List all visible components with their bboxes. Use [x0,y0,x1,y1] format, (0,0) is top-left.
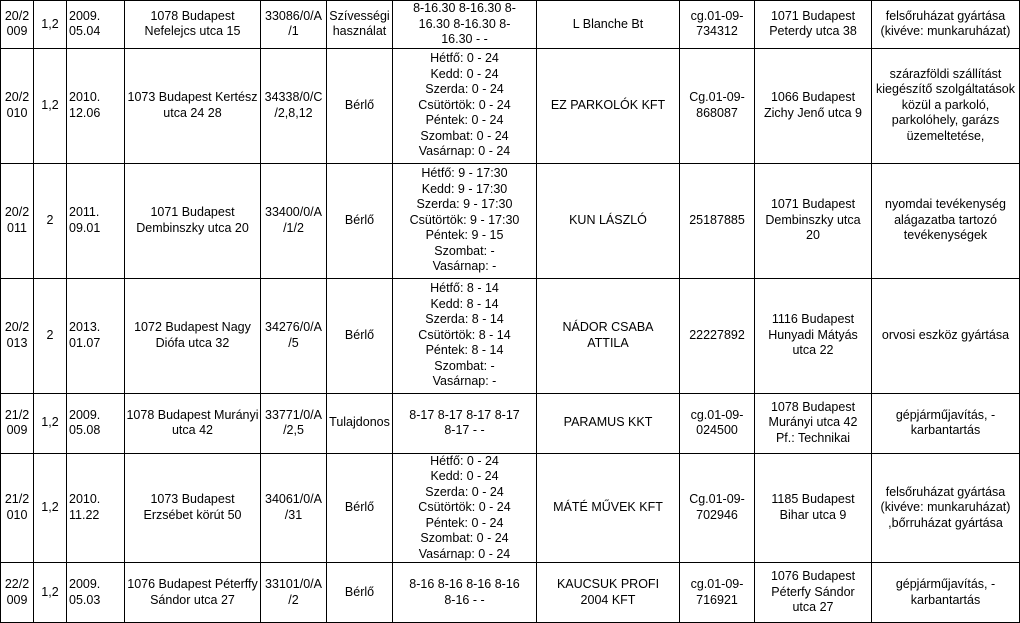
table-row [1,453,1020,563]
activity-cell: felsőruházat gyártása (kivéve: munkaruházat) [872,1,1020,49]
table-row [1,278,1020,393]
table-row [1,163,1020,278]
hrsz-cell: 34061/0/A /31 [261,453,327,563]
ratio-cell: 2 [34,278,67,393]
activity-cell: szárazföldi szállítást kiegészítő szolgáltatások közül a parkoló, parkolóhely, garázs üzemeltetése, [872,48,1020,163]
ratio-cell: 2 [34,163,67,278]
activity-cell: nyomdai tevékenység alágazatba tartozó tevékenységek [872,163,1020,278]
address-cell: 1073 Budapest Erzsébet körút 50 [125,453,261,563]
registration-number-cell: cg.01-09- 024500 [680,393,755,453]
address-cell: 1071 Budapest Dembinszky utca 20 [125,163,261,278]
registration-number-cell: Cg.01-09- 868087 [680,48,755,163]
registration-number-cell: cg.01-09- 734312 [680,1,755,49]
usage-cell: Szívességi használat [327,1,393,49]
ratio-cell: 1,2 [34,393,67,453]
registration-number-cell: cg.01-09- 716921 [680,563,755,623]
hrsz-cell: 33400/0/A /1/2 [261,163,327,278]
usage-cell: Bérlő [327,48,393,163]
hrsz-cell: 33086/0/A /1 [261,1,327,49]
registration-number-cell: Cg.01-09- 702946 [680,453,755,563]
id-cell: 21/2 010 [1,453,34,563]
usage-cell: Bérlő [327,278,393,393]
table-row [1,48,1020,163]
opening-hours-cell: 8-16.30 8-16.30 8- 16.30 8-16.30 8- 16.30 - - [393,1,537,49]
company-name-cell: EZ PARKOLÓK KFT [537,48,680,163]
id-cell: 20/2 011 [1,163,34,278]
usage-cell: Bérlő [327,163,393,278]
registration-number-cell: 22227892 [680,278,755,393]
activity-cell: gépjárműjavítás, - karbantartás [872,393,1020,453]
seat-address-cell: 1116 Budapest Hunyadi Mátyás utca 22 [755,278,872,393]
table-row [1,563,1020,623]
company-name-cell: PARAMUS KKT [537,393,680,453]
company-name-cell: KUN LÁSZLÓ [537,163,680,278]
opening-hours-cell: Hétfő: 0 - 24 Kedd: 0 - 24 Szerda: 0 - 24 Csütörtök: 0 - 24 Péntek: 0 - 24 Szombat: 0 - 24 Vasárnap: 0 - 24 [393,453,537,563]
company-name-cell: NÁDOR CSABA ATTILA [537,278,680,393]
id-cell: 20/2 009 [1,1,34,49]
address-cell: 1073 Budapest Kertész utca 24 28 [125,48,261,163]
date-cell: 2011. 09.01 [67,163,125,278]
hrsz-cell: 34276/0/A /5 [261,278,327,393]
opening-hours-cell: Hétfő: 0 - 24 Kedd: 0 - 24 Szerda: 0 - 24 Csütörtök: 0 - 24 Péntek: 0 - 24 Szombat: 0 - 24 Vasárnap: 0 - 24 [393,48,537,163]
address-cell: 1076 Budapest Péterffy Sándor utca 27 [125,563,261,623]
ratio-cell: 1,2 [34,563,67,623]
hrsz-cell: 33101/0/A /2 [261,563,327,623]
address-cell: 1072 Budapest Nagy Diófa utca 32 [125,278,261,393]
ratio-cell: 1,2 [34,48,67,163]
id-cell: 22/2 009 [1,563,34,623]
date-cell: 2010. 12.06 [67,48,125,163]
hrsz-cell: 33771/0/A /2,5 [261,393,327,453]
seat-address-cell: 1071 Budapest Peterdy utca 38 [755,1,872,49]
activity-cell: orvosi eszköz gyártása [872,278,1020,393]
company-name-cell: KAUCSUK PROFI 2004 KFT [537,563,680,623]
seat-address-cell: 1071 Budapest Dembinszky utca 20 [755,163,872,278]
seat-address-cell: 1185 Budapest Bihar utca 9 [755,453,872,563]
date-cell: 2009. 05.04 [67,1,125,49]
seat-address-cell: 1078 Budapest Murányi utca 42 Pf.: Technikai [755,393,872,453]
seat-address-cell: 1076 Budapest Péterfy Sándor utca 27 [755,563,872,623]
opening-hours-cell: 8-17 8-17 8-17 8-17 8-17 - - [393,393,537,453]
id-cell: 21/2 009 [1,393,34,453]
usage-cell: Bérlő [327,563,393,623]
table-body [1,1,1020,623]
ratio-cell: 1,2 [34,453,67,563]
usage-cell: Tulajdonos [327,393,393,453]
activity-cell: gépjárműjavítás, - karbantartás [872,563,1020,623]
date-cell: 2009. 05.08 [67,393,125,453]
registration-number-cell: 25187885 [680,163,755,278]
address-cell: 1078 Budapest Nefelejcs utca 15 [125,1,261,49]
opening-hours-cell: Hétfő: 8 - 14 Kedd: 8 - 14 Szerda: 8 - 14 Csütörtök: 8 - 14 Péntek: 8 - 14 Szombat: - Vasárnap: - [393,278,537,393]
table-row [1,393,1020,453]
table-row [1,1,1020,49]
ratio-cell: 1,2 [34,1,67,49]
id-cell: 20/2 010 [1,48,34,163]
id-cell: 20/2 013 [1,278,34,393]
date-cell: 2010. 11.22 [67,453,125,563]
seat-address-cell: 1066 Budapest Zichy Jenő utca 9 [755,48,872,163]
company-name-cell: L Blanche Bt [537,1,680,49]
date-cell: 2013. 01.07 [67,278,125,393]
date-cell: 2009. 05.03 [67,563,125,623]
company-name-cell: MÁTÉ MŰVEK KFT [537,453,680,563]
opening-hours-cell: Hétfő: 9 - 17:30 Kedd: 9 - 17:30 Szerda: 9 - 17:30 Csütörtök: 9 - 17:30 Péntek: 9 - 15 Szombat: - Vasárnap: - [393,163,537,278]
hrsz-cell: 34338/0/C /2,8,12 [261,48,327,163]
usage-cell: Bérlő [327,453,393,563]
activity-cell: felsőruházat gyártása (kivéve: munkaruházat) ,bőrruházat gyártása [872,453,1020,563]
opening-hours-cell: 8-16 8-16 8-16 8-16 8-16 - - [393,563,537,623]
address-cell: 1078 Budapest Murányi utca 42 [125,393,261,453]
